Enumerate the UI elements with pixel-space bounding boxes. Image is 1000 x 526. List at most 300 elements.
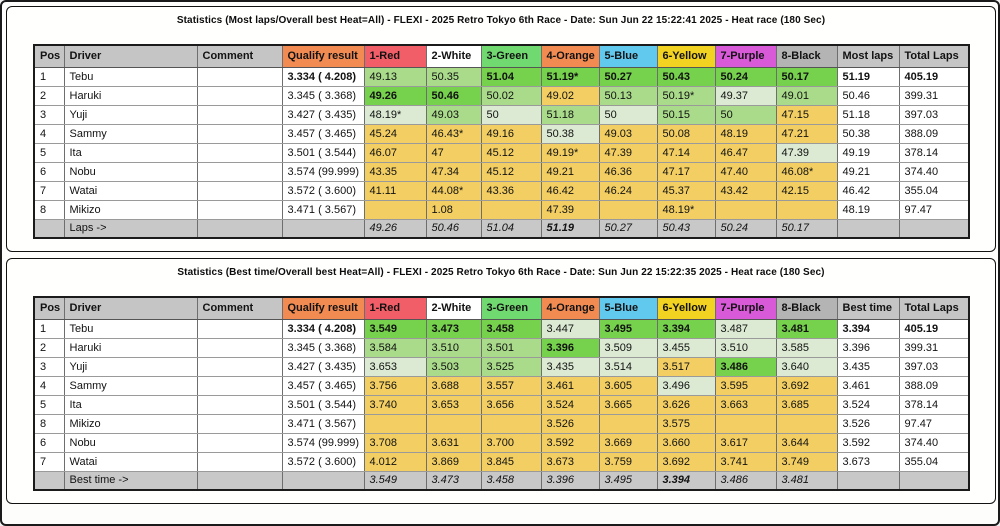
heat-cell-6-yellow: 3.496 xyxy=(657,376,715,395)
driver-row-nobu xyxy=(34,433,969,452)
driver-row-mikizo xyxy=(34,200,969,219)
heat-cell-5-blue: 3.495 xyxy=(599,319,657,338)
total-laps-cell: 97.47 xyxy=(899,414,969,433)
column-header-qualify-result: Qualify result xyxy=(282,297,364,319)
most-laps-cell: 49.21 xyxy=(837,162,899,181)
most-laps-cell: 50.38 xyxy=(837,124,899,143)
driver-cell: Yuji xyxy=(64,105,197,124)
best-time-cell: 3.592 xyxy=(837,433,899,452)
driver-cell: Nobu xyxy=(64,162,197,181)
summary-7-purple-cell: 3.486 xyxy=(715,471,776,490)
heat-cell-6-yellow: 50.43 xyxy=(657,67,715,86)
heat-cell-6-yellow: 3.692 xyxy=(657,452,715,471)
heat-cell-4-orange: 3.673 xyxy=(541,452,599,471)
pos-cell: 6 xyxy=(34,433,64,452)
heat-cell-4-orange: 46.42 xyxy=(541,181,599,200)
driver-cell: Haruki xyxy=(64,86,197,105)
qualify-result-cell: 3.471 ( 3.567) xyxy=(282,414,364,433)
heat-cell-7-purple: 3.510 xyxy=(715,338,776,357)
total-laps-cell: 405.19 xyxy=(899,67,969,86)
column-header-2-white: 2-White xyxy=(426,45,481,67)
heat-cell-4-orange: 47.39 xyxy=(541,200,599,219)
driver-cell: Sammy xyxy=(64,376,197,395)
most-laps-cell: 51.19 xyxy=(837,67,899,86)
heat-cell-7-purple: 3.617 xyxy=(715,433,776,452)
heat-cell-2-white: 1.08 xyxy=(426,200,481,219)
total-laps-cell: 397.03 xyxy=(899,105,969,124)
summary-4-orange-cell: 3.396 xyxy=(541,471,599,490)
column-header-comment: Comment xyxy=(197,45,282,67)
heat-cell-7-purple: 46.47 xyxy=(715,143,776,162)
summary-2-white-cell: 50.46 xyxy=(426,219,481,238)
pos-cell: 6 xyxy=(34,162,64,181)
pos-cell: 2 xyxy=(34,338,64,357)
comment-cell xyxy=(197,124,282,143)
heat-cell-5-blue: 50.27 xyxy=(599,67,657,86)
header-row xyxy=(34,45,969,67)
driver-row-watai xyxy=(34,181,969,200)
heat-cell-3-green: 49.16 xyxy=(481,124,541,143)
most-laps-section xyxy=(6,6,996,252)
qualify-result-cell: 3.471 ( 3.567) xyxy=(282,200,364,219)
total-laps-cell: 378.14 xyxy=(899,395,969,414)
heat-cell-7-purple: 49.37 xyxy=(715,86,776,105)
pos-cell: 8 xyxy=(34,200,64,219)
summary-8-black-cell: 50.17 xyxy=(776,219,837,238)
column-header-most-laps: Most laps xyxy=(837,45,899,67)
total-laps-cell: 388.09 xyxy=(899,376,969,395)
summary-3-green-cell: 3.458 xyxy=(481,471,541,490)
heat-cell-4-orange: 3.396 xyxy=(541,338,599,357)
heat-cell-6-yellow: 3.394 xyxy=(657,319,715,338)
best-time-cell: 3.461 xyxy=(837,376,899,395)
qualify-result-cell: 3.574 (99.999) xyxy=(282,433,364,452)
heat-cell-1-red: 49.26 xyxy=(364,86,426,105)
heat-cell-2-white: 3.688 xyxy=(426,376,481,395)
pos-cell: 7 xyxy=(34,452,64,471)
heat-cell-7-purple: 3.487 xyxy=(715,319,776,338)
driver-cell: Mikizo xyxy=(64,200,197,219)
comment-cell xyxy=(197,105,282,124)
column-header-7-purple: 7-Purple xyxy=(715,45,776,67)
heat-cell-1-red: 3.756 xyxy=(364,376,426,395)
heat-cell-8-black: 46.08* xyxy=(776,162,837,181)
heat-cell-6-yellow: 50.15 xyxy=(657,105,715,124)
heat-cell-3-green: 3.525 xyxy=(481,357,541,376)
column-header-6-yellow: 6-Yellow xyxy=(657,45,715,67)
heat-cell-7-purple: 3.663 xyxy=(715,395,776,414)
header-row xyxy=(34,297,969,319)
heat-cell-6-yellow: 3.660 xyxy=(657,433,715,452)
total-laps-cell: 374.40 xyxy=(899,433,969,452)
comment-cell xyxy=(197,200,282,219)
driver-row-nobu xyxy=(34,162,969,181)
heat-cell-8-black: 3.640 xyxy=(776,357,837,376)
heat-cell-6-yellow: 3.575 xyxy=(657,414,715,433)
summary-total-cell xyxy=(899,219,969,238)
summary-2-white-cell: 3.473 xyxy=(426,471,481,490)
summary-7-purple-cell: 50.24 xyxy=(715,219,776,238)
driver-cell: Sammy xyxy=(64,124,197,143)
column-header-4-orange: 4-Orange xyxy=(541,45,599,67)
best-time-cell: 3.524 xyxy=(837,395,899,414)
heat-cell-5-blue: 3.509 xyxy=(599,338,657,357)
driver-cell: Mikizo xyxy=(64,414,197,433)
heat-cell-7-purple: 50.24 xyxy=(715,67,776,86)
total-laps-cell: 388.09 xyxy=(899,124,969,143)
heat-cell-1-red: 43.35 xyxy=(364,162,426,181)
heat-cell-5-blue: 50.13 xyxy=(599,86,657,105)
heat-cell-4-orange: 3.524 xyxy=(541,395,599,414)
column-header-comment: Comment xyxy=(197,297,282,319)
qualify-result-cell: 3.457 ( 3.465) xyxy=(282,376,364,395)
heat-cell-4-orange: 49.02 xyxy=(541,86,599,105)
driver-row-yuji xyxy=(34,105,969,124)
comment-cell xyxy=(197,338,282,357)
heat-cell-4-orange: 3.435 xyxy=(541,357,599,376)
heat-cell-8-black: 3.685 xyxy=(776,395,837,414)
heat-cell-4-orange: 3.526 xyxy=(541,414,599,433)
column-header-8-black: 8-Black xyxy=(776,45,837,67)
heat-cell-8-black: 3.585 xyxy=(776,338,837,357)
heat-cell-7-purple: 3.595 xyxy=(715,376,776,395)
column-header-total-laps: Total Laps xyxy=(899,45,969,67)
heat-cell-6-yellow: 47.14 xyxy=(657,143,715,162)
summary-most-laps-cell xyxy=(837,219,899,238)
driver-row-sammy xyxy=(34,124,969,143)
most-laps-table xyxy=(33,44,970,239)
total-laps-cell: 405.19 xyxy=(899,319,969,338)
heat-cell-5-blue: 47.39 xyxy=(599,143,657,162)
heat-cell-3-green xyxy=(481,414,541,433)
heat-cell-6-yellow: 3.455 xyxy=(657,338,715,357)
heat-cell-6-yellow: 3.626 xyxy=(657,395,715,414)
driver-cell: Ita xyxy=(64,143,197,162)
most-laps-cell: 48.19 xyxy=(837,200,899,219)
driver-row-sammy xyxy=(34,376,969,395)
heat-cell-4-orange: 49.19* xyxy=(541,143,599,162)
column-header-4-orange: 4-Orange xyxy=(541,297,599,319)
comment-cell xyxy=(197,86,282,105)
column-header-8-black: 8-Black xyxy=(776,297,837,319)
column-header-1-red: 1-Red xyxy=(364,297,426,319)
comment-cell xyxy=(197,433,282,452)
comment-cell xyxy=(197,67,282,86)
heat-cell-2-white: 46.43* xyxy=(426,124,481,143)
qualify-result-cell: 3.345 ( 3.368) xyxy=(282,338,364,357)
heat-cell-5-blue xyxy=(599,414,657,433)
most-laps-cell: 49.19 xyxy=(837,143,899,162)
heat-cell-6-yellow: 48.19* xyxy=(657,200,715,219)
best-time-cell: 3.435 xyxy=(837,357,899,376)
heat-cell-2-white: 47.34 xyxy=(426,162,481,181)
summary-label-cell: Laps -> xyxy=(64,219,197,238)
heat-cell-8-black: 3.644 xyxy=(776,433,837,452)
total-laps-cell: 397.03 xyxy=(899,357,969,376)
summary-5-blue-cell: 3.495 xyxy=(599,471,657,490)
heat-cell-5-blue: 3.514 xyxy=(599,357,657,376)
pos-cell: 3 xyxy=(34,105,64,124)
comment-cell xyxy=(197,376,282,395)
most-laps-title: Statistics (Most laps/Overall best Heat=All) - FLEXI - 2025 Retro Tokyo 6th Race - Date: Sun Jun 22 15:22:41 2025 - Heat race (180 Sec) xyxy=(176,15,826,26)
heat-cell-1-red: 3.549 xyxy=(364,319,426,338)
driver-row-mikizo xyxy=(34,414,969,433)
driver-cell: Tebu xyxy=(64,67,197,86)
column-header-qualify-result: Qualify result xyxy=(282,45,364,67)
column-header-pos: Pos xyxy=(34,297,64,319)
qualify-result-cell: 3.501 ( 3.544) xyxy=(282,395,364,414)
driver-row-ita xyxy=(34,395,969,414)
heat-cell-4-orange: 51.18 xyxy=(541,105,599,124)
heat-cell-2-white: 47 xyxy=(426,143,481,162)
qualify-result-cell: 3.457 ( 3.465) xyxy=(282,124,364,143)
heat-cell-2-white: 3.869 xyxy=(426,452,481,471)
heat-cell-1-red: 4.012 xyxy=(364,452,426,471)
comment-cell xyxy=(197,162,282,181)
driver-row-tebu xyxy=(34,67,969,86)
column-header-5-blue: 5-Blue xyxy=(599,297,657,319)
summary-6-yellow-cell: 3.394 xyxy=(657,471,715,490)
heat-cell-5-blue: 3.759 xyxy=(599,452,657,471)
driver-cell: Ita xyxy=(64,395,197,414)
comment-cell xyxy=(197,414,282,433)
driver-cell: Watai xyxy=(64,452,197,471)
summary-pos-cell xyxy=(34,219,64,238)
heat-cell-3-green: 45.12 xyxy=(481,162,541,181)
heat-cell-3-green: 50 xyxy=(481,105,541,124)
pos-cell: 8 xyxy=(34,414,64,433)
heat-cell-2-white: 50.35 xyxy=(426,67,481,86)
pos-cell: 1 xyxy=(34,67,64,86)
total-laps-cell: 378.14 xyxy=(899,143,969,162)
driver-cell: Watai xyxy=(64,181,197,200)
pos-cell: 3 xyxy=(34,357,64,376)
heat-cell-3-green xyxy=(481,200,541,219)
summary-6-yellow-cell: 50.43 xyxy=(657,219,715,238)
driver-cell: Haruki xyxy=(64,338,197,357)
comment-cell xyxy=(197,452,282,471)
column-header-7-purple: 7-Purple xyxy=(715,297,776,319)
pos-cell: 1 xyxy=(34,319,64,338)
heat-cell-8-black: 50.17 xyxy=(776,67,837,86)
heat-cell-8-black: 3.749 xyxy=(776,452,837,471)
total-laps-cell: 355.04 xyxy=(899,181,969,200)
driver-cell: Nobu xyxy=(64,433,197,452)
heat-cell-2-white xyxy=(426,414,481,433)
heat-cell-5-blue xyxy=(599,200,657,219)
driver-row-ita xyxy=(34,143,969,162)
heat-cell-6-yellow: 47.17 xyxy=(657,162,715,181)
heat-cell-3-green: 45.12 xyxy=(481,143,541,162)
heat-cell-5-blue: 46.24 xyxy=(599,181,657,200)
qualify-result-cell: 3.334 ( 4.208) xyxy=(282,67,364,86)
driver-row-haruki xyxy=(34,338,969,357)
summary-row xyxy=(34,219,969,238)
qualify-result-cell: 3.427 ( 3.435) xyxy=(282,105,364,124)
column-header-3-green: 3-Green xyxy=(481,45,541,67)
summary-qualify-cell xyxy=(282,471,364,490)
pos-cell: 4 xyxy=(34,376,64,395)
summary-8-black-cell: 3.481 xyxy=(776,471,837,490)
heat-cell-3-green: 3.656 xyxy=(481,395,541,414)
heat-cell-3-green: 43.36 xyxy=(481,181,541,200)
heat-cell-7-purple: 3.486 xyxy=(715,357,776,376)
heat-cell-1-red xyxy=(364,414,426,433)
heat-cell-6-yellow: 3.517 xyxy=(657,357,715,376)
pos-cell: 5 xyxy=(34,395,64,414)
column-header-1-red: 1-Red xyxy=(364,45,426,67)
driver-row-watai xyxy=(34,452,969,471)
column-header-3-green: 3-Green xyxy=(481,297,541,319)
heat-cell-3-green: 3.458 xyxy=(481,319,541,338)
total-laps-cell: 374.40 xyxy=(899,162,969,181)
qualify-result-cell: 3.345 ( 3.368) xyxy=(282,86,364,105)
heat-cell-1-red: 3.653 xyxy=(364,357,426,376)
heat-cell-5-blue: 46.36 xyxy=(599,162,657,181)
best-time-cell: 3.394 xyxy=(837,319,899,338)
heat-cell-1-red: 3.584 xyxy=(364,338,426,357)
summary-1-red-cell: 3.549 xyxy=(364,471,426,490)
heat-cell-3-green: 51.04 xyxy=(481,67,541,86)
heat-cell-1-red: 41.11 xyxy=(364,181,426,200)
pos-cell: 4 xyxy=(34,124,64,143)
comment-cell xyxy=(197,143,282,162)
heat-cell-4-orange: 49.21 xyxy=(541,162,599,181)
column-header-6-yellow: 6-Yellow xyxy=(657,297,715,319)
qualify-result-cell: 3.572 ( 3.600) xyxy=(282,181,364,200)
heat-cell-5-blue: 50 xyxy=(599,105,657,124)
comment-cell xyxy=(197,181,282,200)
heat-cell-2-white: 3.510 xyxy=(426,338,481,357)
column-header-driver: Driver xyxy=(64,45,197,67)
comment-cell xyxy=(197,357,282,376)
heat-cell-2-white: 49.03 xyxy=(426,105,481,124)
best-time-table xyxy=(33,296,970,491)
column-header-pos: Pos xyxy=(34,45,64,67)
heat-cell-8-black: 3.692 xyxy=(776,376,837,395)
pos-cell: 5 xyxy=(34,143,64,162)
summary-pos-cell xyxy=(34,471,64,490)
heat-cell-8-black xyxy=(776,200,837,219)
column-header-5-blue: 5-Blue xyxy=(599,45,657,67)
best-time-cell: 3.673 xyxy=(837,452,899,471)
best-time-cell: 3.396 xyxy=(837,338,899,357)
column-header-2-white: 2-White xyxy=(426,297,481,319)
heat-cell-1-red: 48.19* xyxy=(364,105,426,124)
heat-cell-1-red: 3.708 xyxy=(364,433,426,452)
heat-cell-1-red: 45.24 xyxy=(364,124,426,143)
heat-cell-5-blue: 3.605 xyxy=(599,376,657,395)
driver-row-yuji xyxy=(34,357,969,376)
pos-cell: 7 xyxy=(34,181,64,200)
qualify-result-cell: 3.572 ( 3.600) xyxy=(282,452,364,471)
heat-cell-5-blue: 3.665 xyxy=(599,395,657,414)
heat-cell-8-black: 47.21 xyxy=(776,124,837,143)
driver-row-tebu xyxy=(34,319,969,338)
heat-cell-8-black: 42.15 xyxy=(776,181,837,200)
summary-comment-cell xyxy=(197,471,282,490)
summary-1-red-cell: 49.26 xyxy=(364,219,426,238)
heat-cell-7-purple: 3.741 xyxy=(715,452,776,471)
column-header-driver: Driver xyxy=(64,297,197,319)
qualify-result-cell: 3.574 (99.999) xyxy=(282,162,364,181)
total-laps-cell: 97.47 xyxy=(899,200,969,219)
heat-cell-1-red: 3.740 xyxy=(364,395,426,414)
heat-cell-8-black: 47.39 xyxy=(776,143,837,162)
column-header-total-laps: Total Laps xyxy=(899,297,969,319)
pos-cell: 2 xyxy=(34,86,64,105)
comment-cell xyxy=(197,319,282,338)
heat-cell-3-green: 50.02 xyxy=(481,86,541,105)
qualify-result-cell: 3.501 ( 3.544) xyxy=(282,143,364,162)
driver-cell: Tebu xyxy=(64,319,197,338)
heat-cell-8-black xyxy=(776,414,837,433)
summary-3-green-cell: 51.04 xyxy=(481,219,541,238)
driver-row-haruki xyxy=(34,86,969,105)
best-time-section xyxy=(6,258,996,504)
heat-cell-7-purple: 47.40 xyxy=(715,162,776,181)
heat-cell-6-yellow: 45.37 xyxy=(657,181,715,200)
heat-cell-2-white: 3.653 xyxy=(426,395,481,414)
summary-5-blue-cell: 50.27 xyxy=(599,219,657,238)
column-header-best-time: Best time xyxy=(837,297,899,319)
heat-cell-1-red: 46.07 xyxy=(364,143,426,162)
heat-cell-3-green: 3.557 xyxy=(481,376,541,395)
heat-cell-2-white: 3.631 xyxy=(426,433,481,452)
most-laps-cell: 46.42 xyxy=(837,181,899,200)
heat-cell-6-yellow: 50.08 xyxy=(657,124,715,143)
heat-cell-8-black: 47.15 xyxy=(776,105,837,124)
heat-cell-4-orange: 50.38 xyxy=(541,124,599,143)
total-laps-cell: 399.31 xyxy=(899,338,969,357)
heat-cell-4-orange: 51.19* xyxy=(541,67,599,86)
summary-total-cell xyxy=(899,471,969,490)
best-time-title: Statistics (Best time/Overall best Heat=All) - FLEXI - 2025 Retro Tokyo 6th Race - Date: Sun Jun 22 15:22:35 2025 - Heat race (180 Sec) xyxy=(177,267,825,278)
summary-comment-cell xyxy=(197,219,282,238)
heat-cell-5-blue: 3.669 xyxy=(599,433,657,452)
heat-cell-3-green: 3.700 xyxy=(481,433,541,452)
heat-cell-8-black: 3.481 xyxy=(776,319,837,338)
total-laps-cell: 355.04 xyxy=(899,452,969,471)
heat-cell-5-blue: 49.03 xyxy=(599,124,657,143)
heat-cell-7-purple: 43.42 xyxy=(715,181,776,200)
summary-row xyxy=(34,471,969,490)
heat-cell-4-orange: 3.592 xyxy=(541,433,599,452)
heat-cell-7-purple xyxy=(715,200,776,219)
heat-cell-3-green: 3.845 xyxy=(481,452,541,471)
heat-cell-4-orange: 3.461 xyxy=(541,376,599,395)
summary-label-cell: Best time -> xyxy=(64,471,197,490)
driver-cell: Yuji xyxy=(64,357,197,376)
summary-best-time-cell xyxy=(837,471,899,490)
total-laps-cell: 399.31 xyxy=(899,86,969,105)
heat-cell-6-yellow: 50.19* xyxy=(657,86,715,105)
heat-cell-3-green: 3.501 xyxy=(481,338,541,357)
qualify-result-cell: 3.427 ( 3.435) xyxy=(282,357,364,376)
qualify-result-cell: 3.334 ( 4.208) xyxy=(282,319,364,338)
heat-cell-2-white: 3.473 xyxy=(426,319,481,338)
best-time-cell: 3.526 xyxy=(837,414,899,433)
heat-cell-1-red: 49.13 xyxy=(364,67,426,86)
heat-cell-4-orange: 3.447 xyxy=(541,319,599,338)
summary-qualify-cell xyxy=(282,219,364,238)
heat-cell-2-white: 44.08* xyxy=(426,181,481,200)
heat-cell-1-red xyxy=(364,200,426,219)
heat-cell-2-white: 50.46 xyxy=(426,86,481,105)
heat-cell-8-black: 49.01 xyxy=(776,86,837,105)
most-laps-cell: 51.18 xyxy=(837,105,899,124)
summary-4-orange-cell: 51.19 xyxy=(541,219,599,238)
